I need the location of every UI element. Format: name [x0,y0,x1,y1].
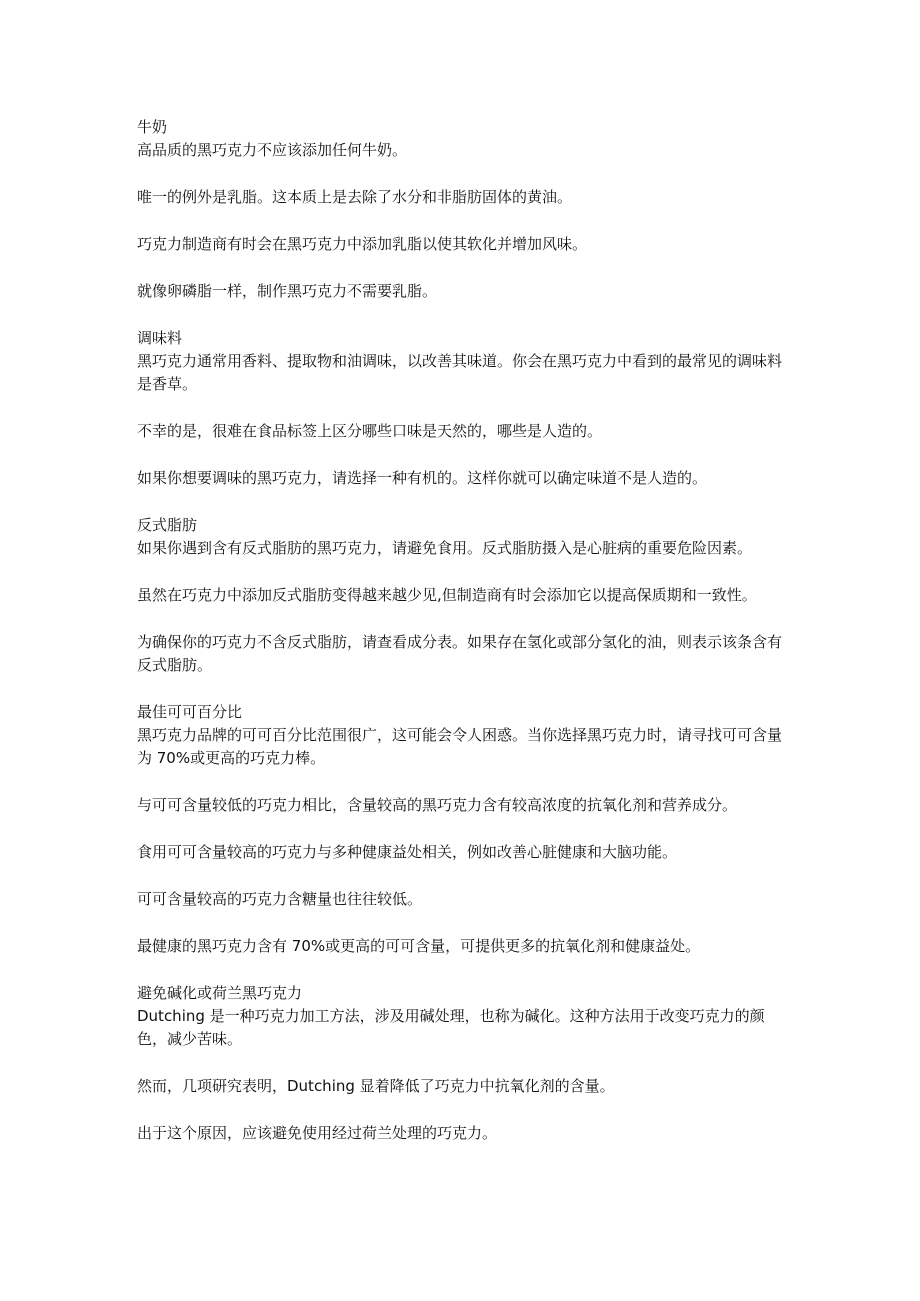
section-trans-fat [137,514,792,701]
paragraph: 然而，几项研究表明，Dutching 显着降低了巧克力中抗氧化剂的含量。 [137,1077,615,1095]
paragraph: 为确保你的巧克力不含反式脂肪，请查看成分表。如果存在氢化或部分氢化的油，则表示该条含有反式脂肪。 [137,633,783,674]
paragraph: 食用可可含量较高的巧克力与多种健康益处相关，例如改善心脏健康和大脑功能。 [137,843,678,861]
paragraph: 唯一的例外是乳脂。这本质上是去除了水分和非脂肪固体的黄油。 [137,188,573,206]
paragraph: 虽然在巧克力中添加反式脂肪变得越来越少见,但制造商有时会添加它以提高保质期和一致性。 [137,586,757,604]
section-heading: 最佳可可百分比 [137,703,243,721]
section-dutching [137,982,792,1145]
section-heading: 避免碱化或荷兰黑巧克力 [137,984,303,1002]
paragraph: 如果你遇到含有反式脂肪的黑巧克力，请避免食用。反式脂肪摄入是心脏病的重要危险因素。 [137,539,753,557]
document-body [137,116,792,1145]
paragraph: 最健康的黑巧克力含有 70%或更高的可可含量，可提供更多的抗氧化剂和健康益处。 [137,937,701,955]
paragraph: 黑巧克力通常用香料、提取物和油调味，以改善其味道。你会在黑巧克力中看到的最常见的调味料是香草。 [137,352,783,393]
paragraph: 如果你想要调味的黑巧克力，请选择一种有机的。这样你就可以确定味道不是人造的。 [137,469,708,487]
paragraph: 高品质的黑巧克力不应该添加任何牛奶。 [137,141,408,159]
section-milk [137,116,792,327]
section-heading: 调味料 [137,329,183,347]
section-cocoa-percentage [137,701,792,982]
paragraph: Dutching 是一种巧克力加工方法，涉及用碱处理，也称为碱化。这种方法用于改变巧克力的颜色，减少苦味。 [137,1007,765,1048]
paragraph: 就像卵磷脂一样，制作黑巧克力不需要乳脂。 [137,282,438,300]
paragraph: 与可可含量较低的巧克力相比，含量较高的黑巧克力含有较高浓度的抗氧化剂和营养成分。 [137,796,738,814]
paragraph: 巧克力制造商有时会在黑巧克力中添加乳脂以使其软化并增加风味。 [137,235,588,253]
paragraph: 可可含量较高的巧克力含糖量也往往较低。 [137,890,423,908]
paragraph: 黑巧克力品牌的可可百分比范围很广，这可能会令人困惑。当你选择黑巧克力时，请寻找可可含量为 70%或更高的巧克力棒。 [137,726,783,767]
section-heading: 牛奶 [137,118,168,136]
section-heading: 反式脂肪 [137,516,198,534]
paragraph: 不幸的是，很难在食品标签上区分哪些口味是天然的，哪些是人造的。 [137,422,603,440]
section-flavorings [137,327,792,514]
paragraph: 出于这个原因，应该避免使用经过荷兰处理的巧克力。 [137,1124,498,1142]
